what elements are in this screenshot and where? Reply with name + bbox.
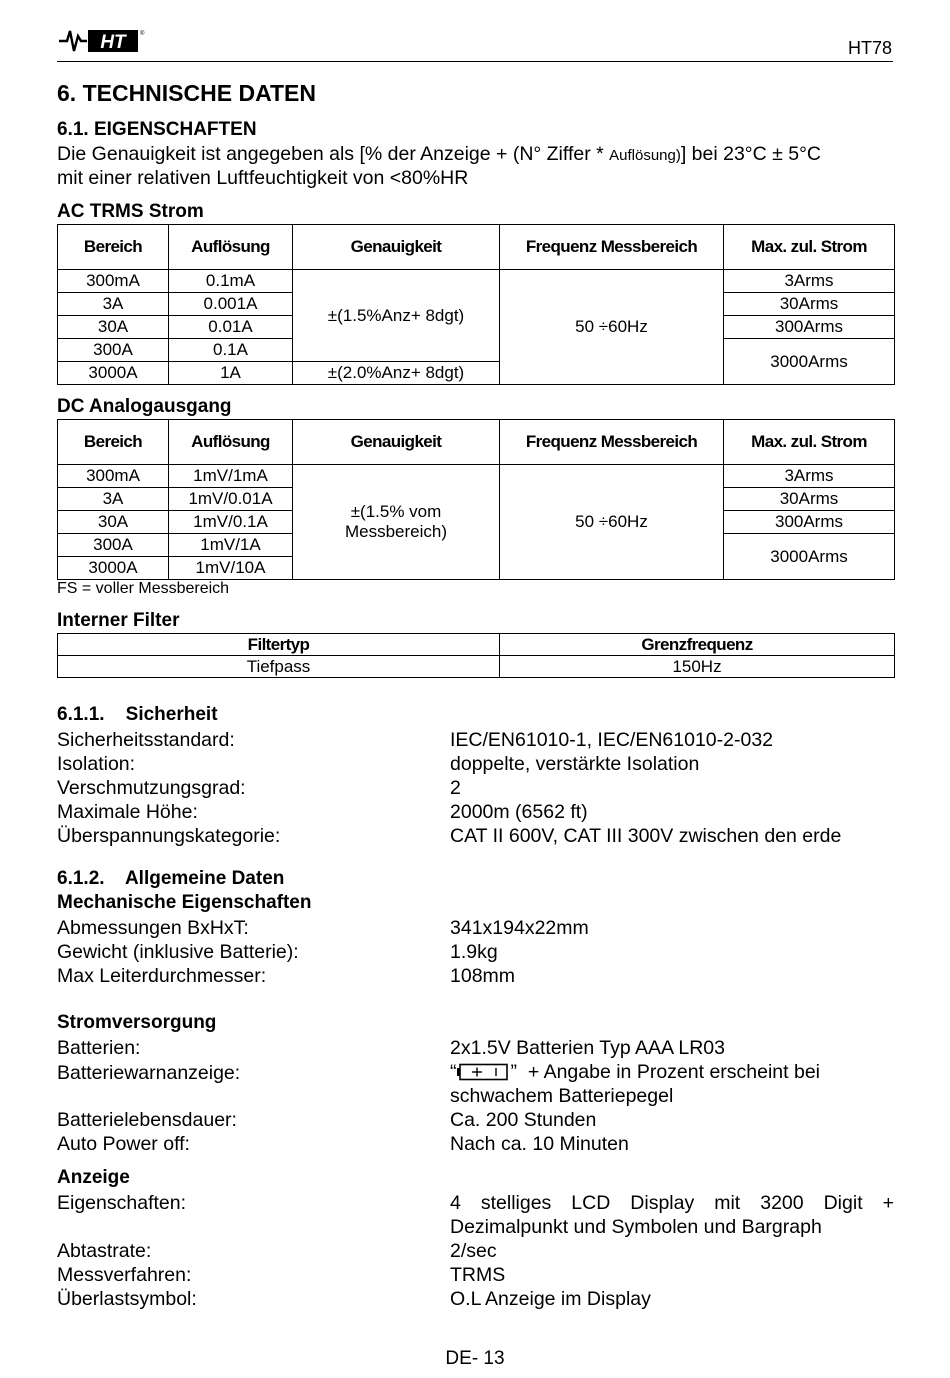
item-label: Maximale Höhe: [57,801,198,823]
intro-line-1 [57,143,821,166]
mechanical-list [57,916,894,988]
list-item [57,1263,894,1287]
table-cell: 300A [58,534,169,557]
item-value: Nach ca. 10 Minuten [450,1133,629,1155]
subsection-title: 6.1. EIGENSCHAFTEN [57,119,257,140]
list-item [57,752,894,776]
dc-header-range: Bereich [58,420,169,465]
table-cell: 1mV/1A [169,534,293,557]
dc-max-merged: 3000Arms [724,534,895,580]
ht-logo [57,27,143,54]
ac-table-title: AC TRMS Strom [57,201,204,222]
ac-header-range: Bereich [58,225,169,270]
ac-header-frequency: Frequenz Messbereich [500,225,724,270]
list-item [57,1132,894,1156]
item-label: Auto Power off: [57,1133,190,1155]
item-value: IEC/EN61010-1, IEC/EN61010-2-032 [450,729,774,751]
dc-header-accuracy: Genauigkeit [293,420,500,465]
ac-header-resolution: Auflösung [169,225,293,270]
intro-line-2: mit einer relativen Luftfeuchtigkeit von <80%HR [57,167,469,189]
item-value: 341x194x22mm [450,917,589,939]
table-cell: 3000A [58,557,169,580]
table-cell: 1mV/1mA [169,465,293,488]
intro-text-b: ] bei 23°C ± 5°C [680,143,821,165]
dc-header-resolution: Auflösung [169,420,293,465]
list-item [57,1108,894,1132]
item-label: Batterielebensdauer: [57,1109,237,1131]
safety-list [57,728,894,848]
battery-warning-value [450,1060,894,1108]
battery-icon [457,1063,511,1081]
item-label: Überlastsymbol: [57,1288,197,1310]
intro-text-small: Auflösung) [609,147,681,164]
filter-header-frequency: Grenzfrequenz [500,634,895,656]
item-value: 2000m (6562 ft) [450,801,588,823]
ac-accuracy-1: ±(1.5%Anz+ 8dgt) [293,270,500,362]
list-item [57,1191,894,1239]
table-cell: 1mV/0.1A [169,511,293,534]
dc-header-max-current: Max. zul. Strom [724,420,895,465]
dc-accuracy: ±(1.5% vom Messbereich) [293,465,500,580]
list-item [57,1287,894,1311]
table-cell: Tiefpass [58,656,500,678]
general-title: 6.1.2. Allgemeine Daten [57,868,285,889]
list-item [57,1060,894,1108]
list-item [57,964,894,988]
table-cell: 1A [169,362,293,385]
display-title: Anzeige [57,1167,130,1188]
list-item [57,940,894,964]
list-item [57,800,894,824]
ac-accuracy-2: ±(2.0%Anz+ 8dgt) [293,362,500,385]
item-label: Sicherheitsstandard: [57,729,235,751]
item-label: Isolation: [57,753,136,775]
table-cell: 300Arms [724,316,895,339]
item-label: Abmessungen BxHxT: [57,917,249,939]
dc-table-title: DC Analogausgang [57,396,232,417]
item-value: CAT II 600V, CAT III 300V zwischen den erde [450,825,842,847]
item-label: Batterien: [57,1037,141,1059]
table-cell: 3A [58,293,169,316]
list-item [57,776,894,800]
section-title: 6. TECHNISCHE DATEN [57,80,316,106]
table-cell: 0.1mA [169,270,293,293]
ac-trms-table [57,224,895,385]
item-label: Abtastrate: [57,1240,152,1262]
ac-max-merged: 3000Arms [724,339,895,385]
item-value: 2/sec [450,1240,497,1262]
dc-analog-table [57,419,895,580]
item-value: Ca. 200 Stunden [450,1109,597,1131]
display-list [57,1191,894,1311]
list-item [57,916,894,940]
table-cell: 1mV/0.01A [169,488,293,511]
item-value: 1.9kg [450,941,498,963]
table-cell: 1mV/10A [169,557,293,580]
table-cell: 150Hz [500,656,895,678]
table-cell: 3A [58,488,169,511]
svg-text:®: ® [140,31,145,37]
model-name: HT78 [847,38,892,58]
table-cell: 3Arms [724,270,895,293]
table-cell: 3000A [58,362,169,385]
battery-warning-text: + Angabe in Prozent erscheint bei [527,1061,821,1083]
table-cell: 30Arms [724,488,895,511]
filter-table-title: Interner Filter [57,610,180,631]
table-cell: 30A [58,511,169,534]
item-label: Überspannungskategorie: [57,825,281,847]
item-label: Max Leiterdurchmesser: [57,965,267,987]
dc-frequency: 50 ÷60Hz [500,465,724,580]
logo-text: HT [100,32,126,53]
item-value: 2 [450,777,461,799]
list-item [57,1239,894,1263]
dc-header-frequency: Frequenz Messbereich [500,420,724,465]
list-item [57,1036,894,1060]
item-label: Verschmutzungsgrad: [57,777,246,799]
item-value: 108mm [450,965,516,987]
header-divider [57,61,893,62]
table-cell: 300Arms [724,511,895,534]
battery-warning-text-2: schwachem Batteriepegel [450,1085,674,1107]
table-cell: 3Arms [724,465,895,488]
item-label: Eigenschaften: [57,1192,187,1214]
filter-table [57,633,895,678]
item-label: Gewicht (inklusive Batterie): [57,941,299,963]
safety-title: 6.1.1. Sicherheit [57,704,218,725]
item-value: TRMS [450,1264,506,1286]
list-item [57,824,894,848]
table-cell: 0.001A [169,293,293,316]
mechanical-title: Mechanische Eigenschaften [57,892,312,913]
ac-header-accuracy: Genauigkeit [293,225,500,270]
table-cell: 300A [58,339,169,362]
item-value: 4 stelliges LCD Display mit 3200 Digit + Dezimalpunkt und Symbolen und Bargraph [450,1192,894,1238]
item-value: doppelte, verstärkte Isolation [450,753,700,775]
list-item [57,728,894,752]
table-cell: 30A [58,316,169,339]
item-value: 2x1.5V Batterien Typ AAA LR03 [450,1037,725,1059]
power-title: Stromversorgung [57,1012,217,1033]
dc-footnote: FS = voller Messbereich [57,580,230,597]
table-cell: 30Arms [724,293,895,316]
quote-close: ” [510,1061,517,1083]
filter-header-type: Filtertyp [58,634,500,656]
table-cell: 300mA [58,465,169,488]
table-cell: 300mA [58,270,169,293]
page-number: DE- 13 [445,1348,505,1369]
item-label: Batteriewarnanzeige: [57,1062,241,1084]
table-cell: 0.1A [169,339,293,362]
quote-open: “ [450,1061,457,1083]
item-value: O.L Anzeige im Display [450,1288,651,1310]
table-cell: 0.01A [169,316,293,339]
item-label: Messverfahren: [57,1264,192,1286]
power-list [57,1036,894,1156]
ac-header-max-current: Max. zul. Strom [724,225,895,270]
ac-frequency: 50 ÷60Hz [500,270,724,385]
intro-text-a: Die Genauigkeit ist angegeben als [% der Anzeige + (N° Ziffer * [57,143,610,165]
